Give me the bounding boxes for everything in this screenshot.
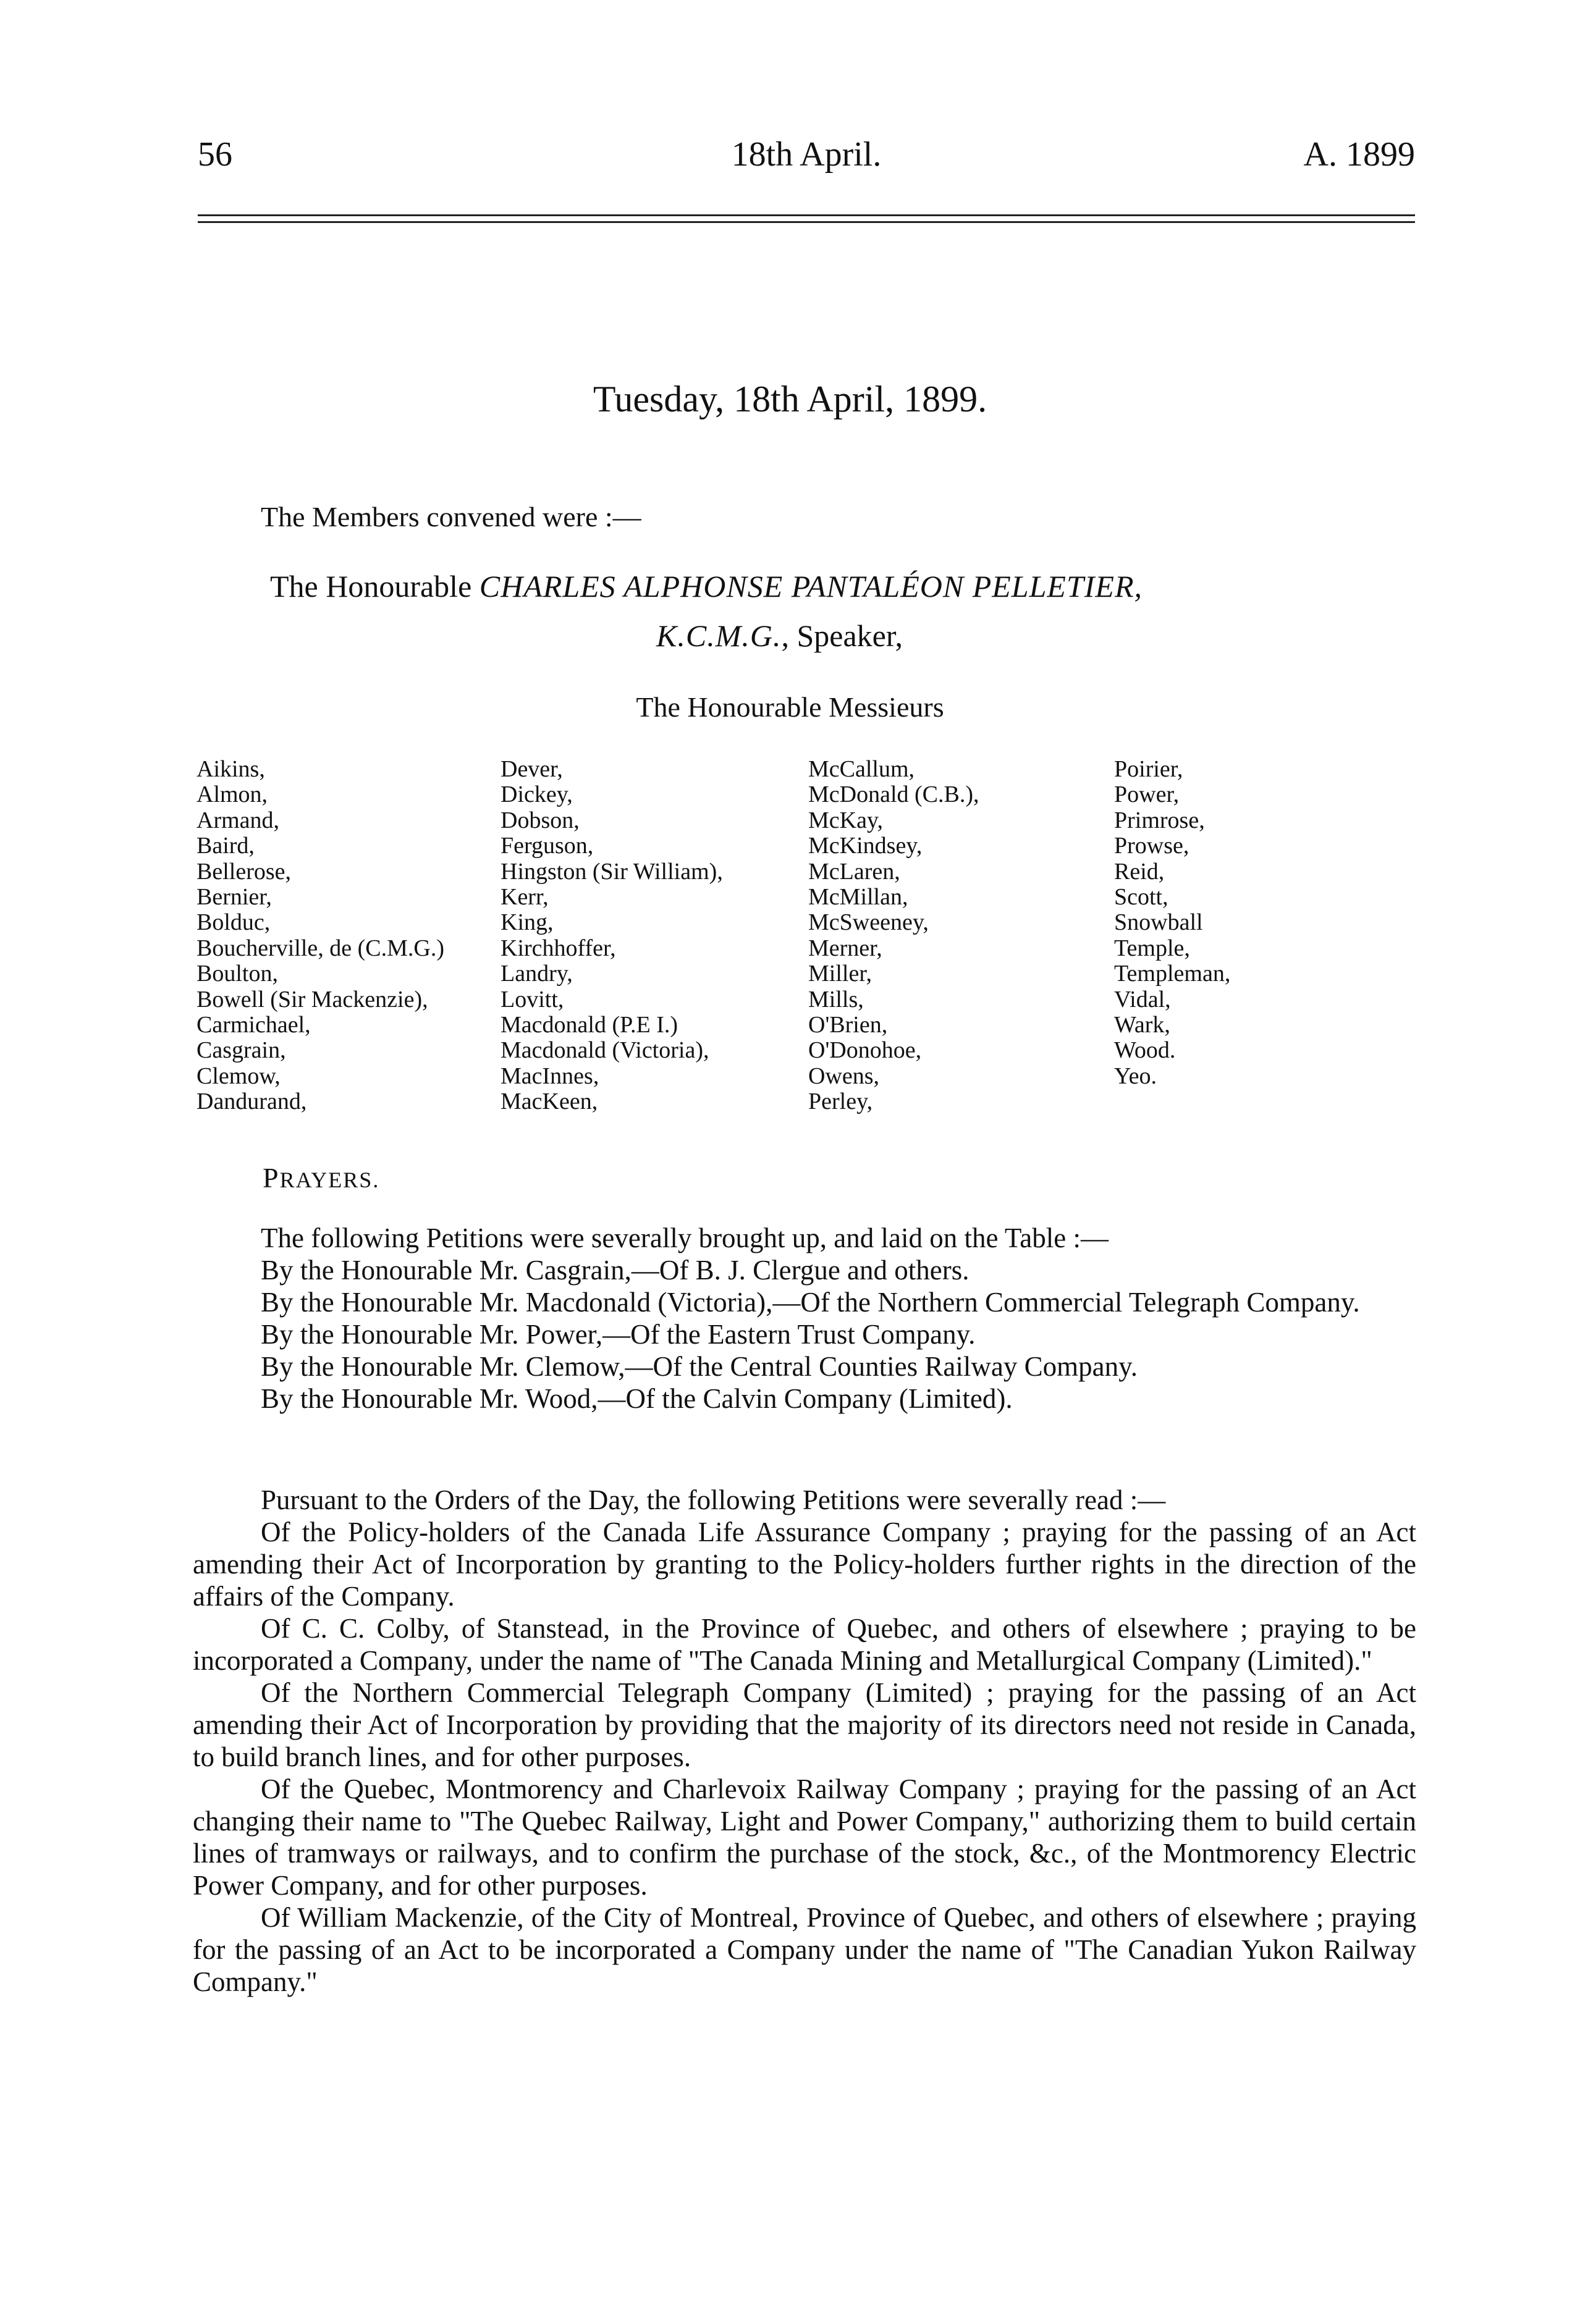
member-name: McSweeney,: [808, 909, 929, 936]
member-name: Macdonald (Victoria),: [501, 1037, 709, 1064]
member-name: Macdonald (P.E I.): [501, 1012, 678, 1038]
member-name: Snowball: [1114, 909, 1203, 936]
member-name: Kirchhoffer,: [501, 935, 616, 961]
petitions-read-intro: Pursuant to the Orders of the Day, the following Petitions were severally read :—: [261, 1484, 1166, 1515]
header-date: 18th April.: [731, 135, 882, 174]
member-name: Vidal,: [1114, 986, 1171, 1013]
member-name: McKay,: [808, 807, 883, 833]
prayers-rest: RAYERS.: [279, 1168, 380, 1192]
member-name: Temple,: [1114, 935, 1190, 961]
members-convened-line: The Members convened were :—: [261, 501, 641, 533]
petition-read-item: Of the Policy-holders of the Canada Life Assurance Company ; praying for the passing of an Act amending their Act of Incorporation by granting to the Policy-holders further rights in the direction of the affairs of the Company.: [193, 1517, 1416, 1612]
petitions-brought-up: [193, 1222, 1416, 1415]
member-name: Scott,: [1114, 884, 1168, 911]
member-name: Kerr,: [501, 884, 549, 911]
member-name: Owens,: [808, 1063, 880, 1089]
prayers-initial: P: [263, 1162, 280, 1194]
member-name: MacKeen,: [501, 1088, 598, 1115]
sitting-date: Tuesday, 18th April, 1899.: [593, 379, 987, 419]
petition-brought-up-item: By the Honourable Mr. Clemow,—Of the Central Counties Railway Company.: [261, 1351, 1138, 1382]
member-name: Poirier,: [1114, 756, 1183, 782]
speaker-role: , Speaker,: [781, 618, 903, 653]
member-name: Casgrain,: [196, 1037, 286, 1064]
messieurs-heading: The Honourable Messieurs: [636, 691, 944, 723]
header-rule-top: [198, 214, 1415, 216]
member-name: Almon,: [196, 781, 268, 808]
member-name: Dobson,: [501, 807, 580, 833]
petition-brought-up-item: By the Honourable Mr. Wood,—Of the Calvin Company (Limited).: [261, 1383, 1013, 1414]
petition-read-item: Of C. C. Colby, of Stanstead, in the Province of Quebec, and others of elsewhere ; praying to be incorporated a Company, under the name of "The Canada Mining and Metallurgical Company (Limited).": [193, 1613, 1416, 1676]
member-name: Dandurand,: [196, 1088, 307, 1115]
member-name: Landry,: [501, 961, 573, 987]
member-name: Merner,: [808, 935, 882, 961]
member-name: McDonald (C.B.),: [808, 781, 979, 808]
member-name: Power,: [1114, 781, 1180, 808]
header-year: A. 1899: [1303, 135, 1415, 174]
speaker-honours: K.C.M.G.: [656, 618, 782, 653]
petition-brought-up-item: By the Honourable Mr. Macdonald (Victoria),—Of the Northern Commercial Telegraph Company.: [261, 1287, 1360, 1318]
header-rule-bottom: [198, 221, 1415, 223]
speaker-name: CHARLES ALPHONSE PANTALÉON PELLETIER,: [479, 569, 1143, 604]
member-name: Bellerose,: [196, 858, 292, 885]
member-name: Boulton,: [196, 961, 278, 987]
member-name: O'Brien,: [808, 1012, 888, 1038]
speaker-line: [270, 568, 1143, 604]
member-name: Bolduc,: [196, 909, 271, 936]
petition-read-item: Of William Mackenzie, of the City of Montreal, Province of Quebec, and others of elsewhere ; praying for the passing of an Act to be incorporated a Company under the name of "The Canadian Yukon Railway Company.": [193, 1902, 1416, 1997]
members-column-3: [808, 757, 979, 1115]
speaker-title-line: [656, 618, 903, 654]
member-name: Miller,: [808, 961, 872, 987]
member-name: MacInnes,: [501, 1063, 599, 1089]
petition-read-item: Of the Northern Commercial Telegraph Company (Limited) ; praying for the passing of an Act amending their Act of Incorporation by providing that the majority of its directors need not reside in Canada, to build branch lines, and for other purposes.: [193, 1677, 1416, 1772]
member-name: Aikins,: [196, 756, 265, 782]
speaker-prefix: The Honourable: [270, 569, 472, 604]
member-name: Lovitt,: [501, 986, 564, 1013]
member-name: Wood.: [1114, 1037, 1176, 1064]
petitions-read: [193, 1484, 1416, 1998]
petition-brought-up-item: By the Honourable Mr. Casgrain,—Of B. J. Clergue and others.: [261, 1255, 970, 1286]
member-name: Armand,: [196, 807, 280, 833]
member-name: O'Donohoe,: [808, 1037, 922, 1064]
member-name: Dever,: [501, 756, 563, 782]
member-name: Prowse,: [1114, 833, 1189, 859]
petitions-brought-up-intro: The following Petitions were severally brought up, and laid on the Table :—: [261, 1223, 1109, 1253]
member-name: Dickey,: [501, 781, 573, 808]
member-name: Hingston (Sir William),: [501, 858, 723, 885]
member-name: Bernier,: [196, 884, 272, 911]
members-column-1: [196, 757, 444, 1115]
member-name: Ferguson,: [501, 833, 594, 859]
member-name: Boucherville, de (C.M.G.): [196, 935, 445, 961]
member-name: Carmichael,: [196, 1012, 311, 1038]
member-name: Perley,: [808, 1088, 873, 1115]
member-name: Wark,: [1114, 1012, 1170, 1038]
member-name: McLaren,: [808, 858, 900, 885]
member-name: Bowell (Sir Mackenzie),: [196, 986, 428, 1013]
member-name: Primrose,: [1114, 807, 1205, 833]
member-name: McMillan,: [808, 884, 908, 911]
petition-brought-up-item: By the Honourable Mr. Power,—Of the Eastern Trust Company.: [261, 1319, 976, 1350]
prayers-heading: [263, 1161, 379, 1194]
petition-read-item: Of the Quebec, Montmorency and Charlevoix Railway Company ; praying for the passing of an Act changing their name to "The Quebec Railway, Light and Power Company," authorizing them to build certain lines of tramways or railways, and to confirm the purchase of the stock, &c., of the Montmorency Electric Power Company, and for other purposes.: [193, 1774, 1416, 1901]
member-name: Yeo.: [1114, 1063, 1157, 1089]
member-name: Reid,: [1114, 858, 1165, 885]
member-name: Baird,: [196, 833, 255, 859]
members-column-4: [1114, 757, 1230, 1089]
member-name: King,: [501, 909, 554, 936]
member-name: Mills,: [808, 986, 864, 1013]
members-column-2: [501, 757, 723, 1115]
member-name: Clemow,: [196, 1063, 281, 1089]
member-name: McCallum,: [808, 756, 915, 782]
page-number: 56: [198, 135, 232, 174]
member-name: McKindsey,: [808, 833, 923, 859]
member-name: Templeman,: [1114, 961, 1231, 987]
page-header: [198, 135, 1415, 184]
